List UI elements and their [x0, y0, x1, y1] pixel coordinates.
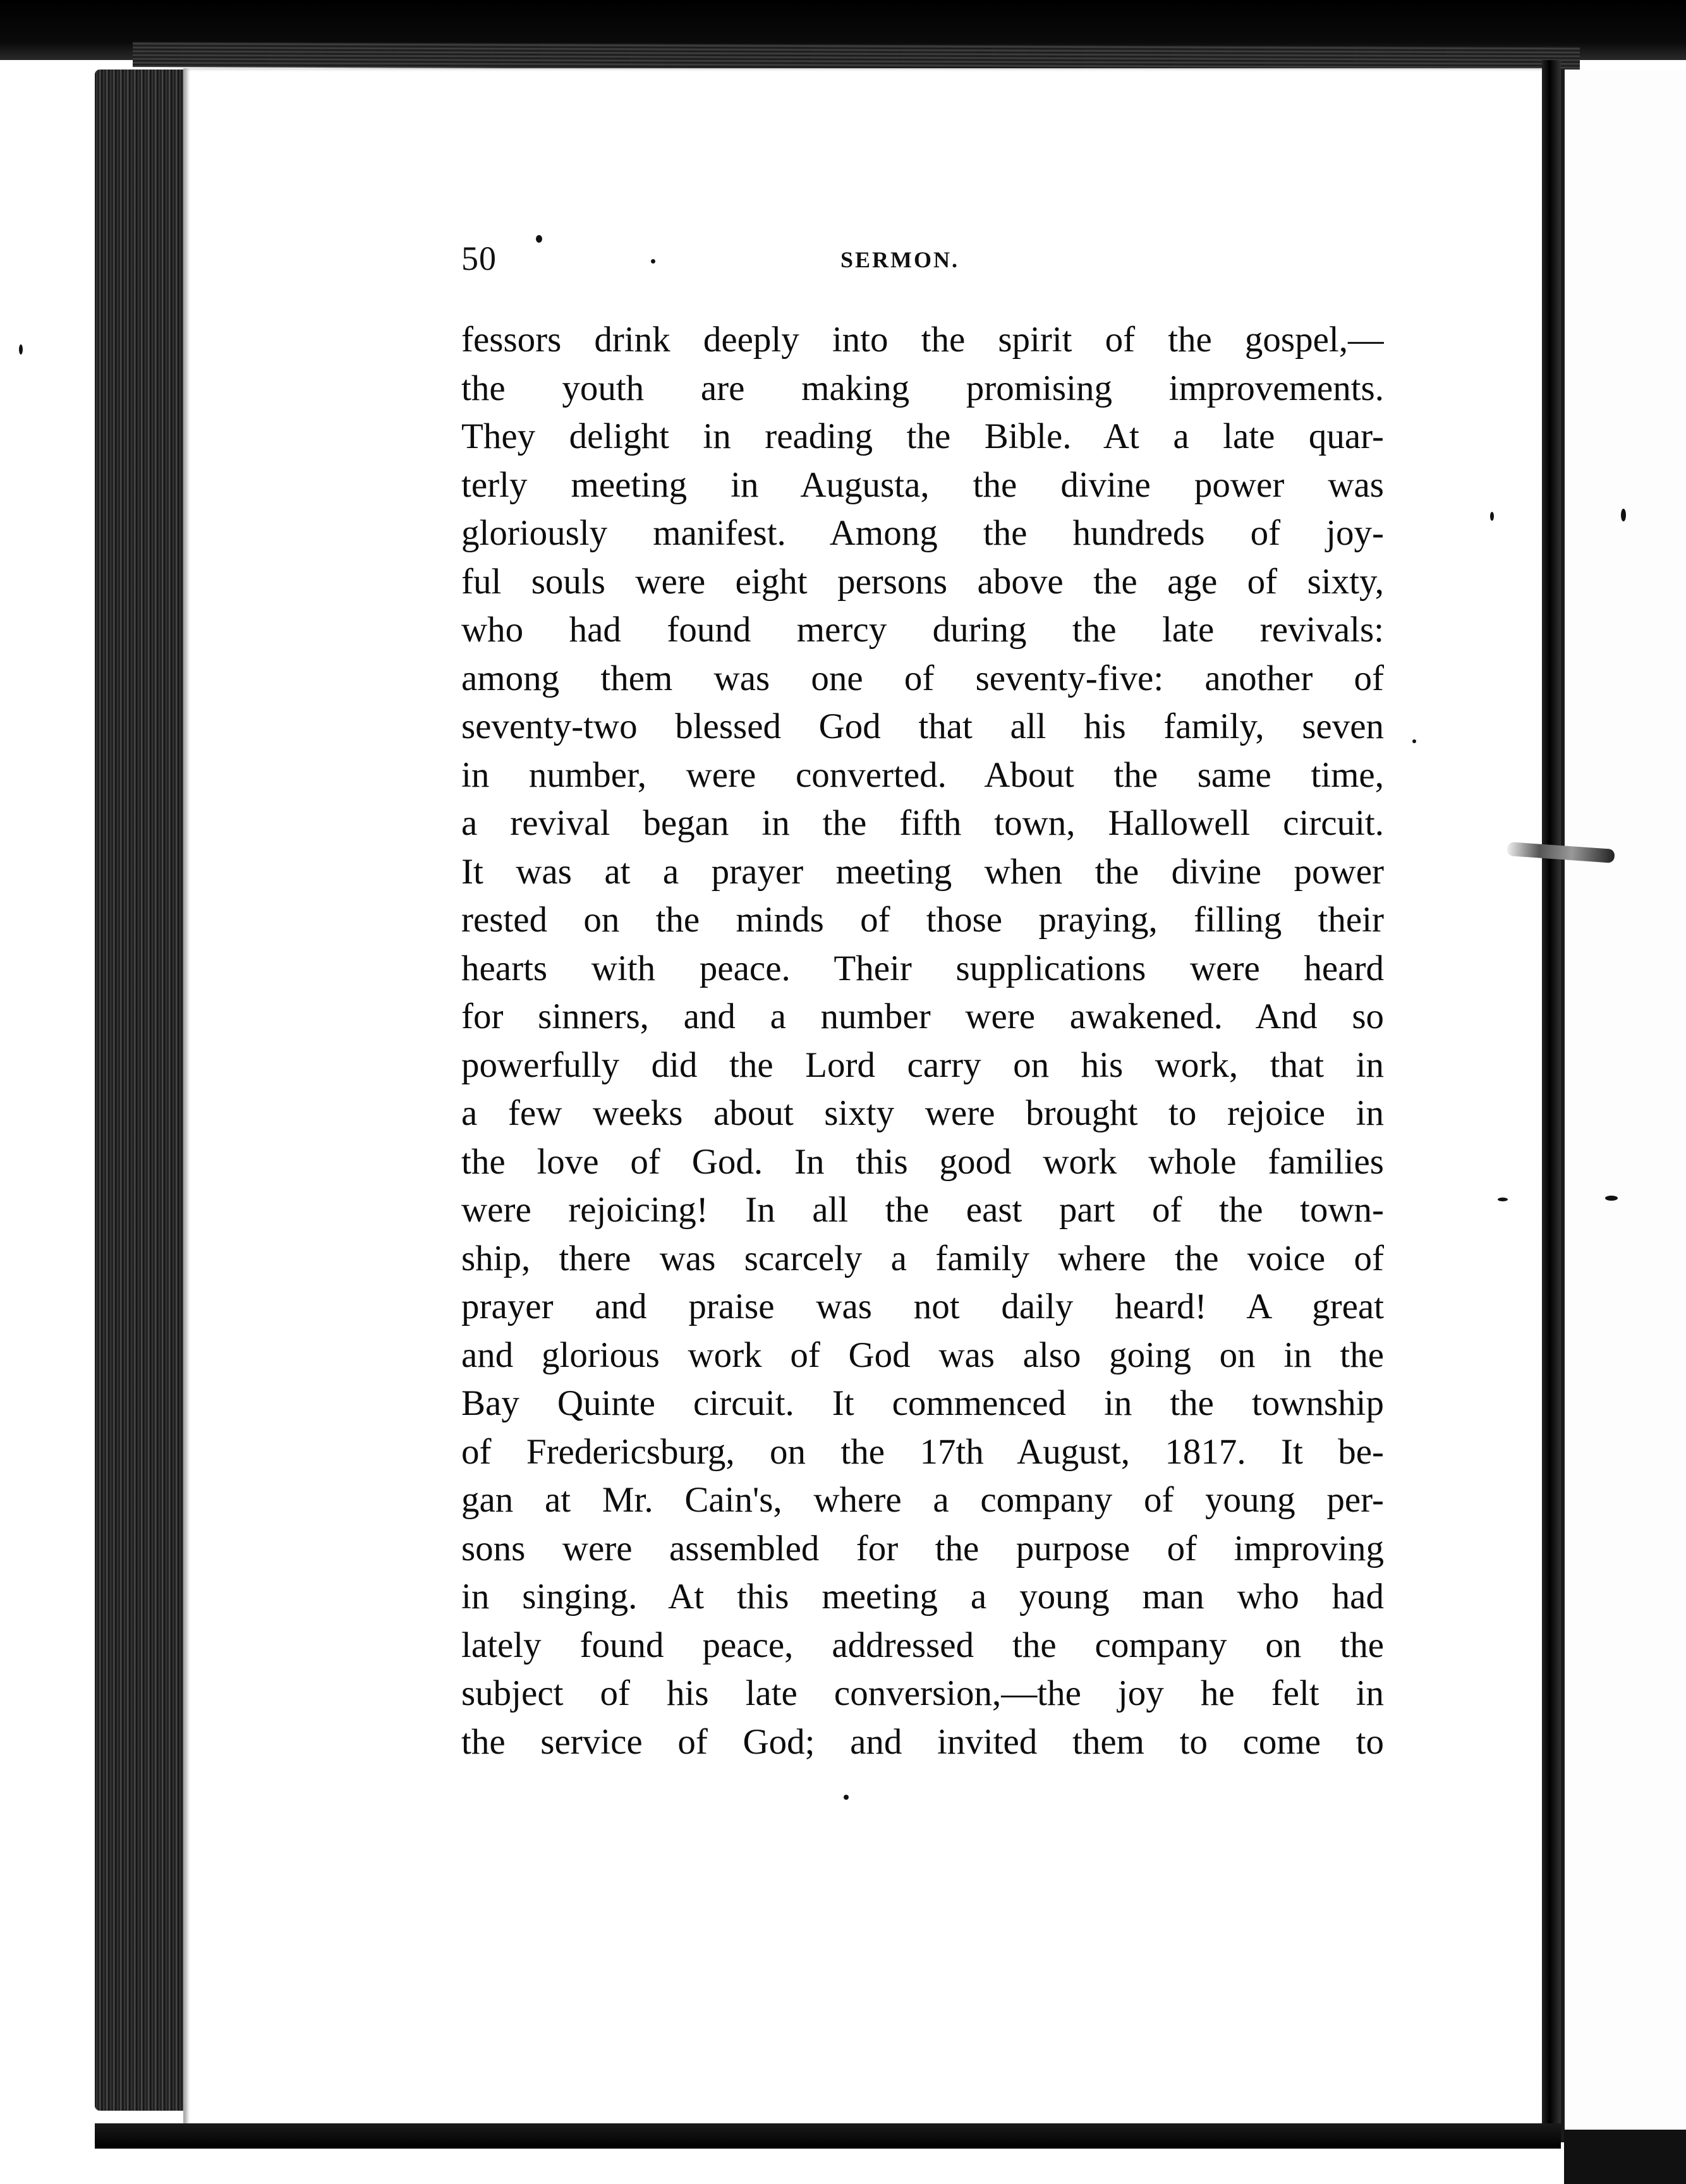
text-line: a few weeks about sixty were brought to rejoice in — [461, 1093, 1384, 1133]
text-line: ful souls were eight persons above the age of sixty, — [461, 561, 1384, 602]
facing-page-bottom — [1564, 2130, 1686, 2184]
book-gutter — [1542, 60, 1561, 2145]
text-line: rested on the minds of those praying, filling their — [461, 900, 1384, 940]
scan-speck — [1605, 1196, 1618, 1201]
text-line: sons were assembled for the purpose of improving — [461, 1528, 1384, 1568]
scan-speck — [844, 1795, 849, 1800]
text-line: the youth are making promising improvements. — [461, 368, 1384, 408]
text-line: in singing. At this meeting a young man who had — [461, 1577, 1384, 1617]
page-number: 50 — [461, 240, 497, 277]
text-line: They delight in reading the Bible. At a late quar- — [461, 416, 1384, 456]
scan-margin-left — [0, 60, 95, 2184]
text-line: hearts with peace. Their supplications were heard — [461, 948, 1384, 988]
text-line: ship, there was scarcely a family where the voice of — [461, 1238, 1384, 1278]
text-line: It was at a prayer meeting when the divine power — [461, 851, 1384, 892]
scan-margin-bottom — [0, 2149, 1564, 2184]
text-line: in number, were converted. About the same time, — [461, 755, 1384, 795]
text-line: terly meeting in Augusta, the divine power was — [461, 464, 1384, 505]
scan-speck — [19, 344, 23, 355]
scan-speck — [1490, 512, 1494, 521]
book-top-edge — [133, 42, 1580, 72]
scan-speck — [1621, 509, 1626, 521]
text-line: the service of God; and invited them to come to — [461, 1721, 1384, 1762]
text-line: who had found mercy during the late revivals: — [461, 610, 1384, 650]
text-line: a revival began in the fifth town, Hallowell circuit. — [461, 803, 1384, 843]
text-line: gan at Mr. Cain's, where a company of young per- — [461, 1480, 1384, 1520]
page-header — [461, 239, 1384, 289]
text-line: gloriously manifest. Among the hundreds of joy- — [461, 513, 1384, 553]
text-line: for sinners, and a number were awakened. And so — [461, 997, 1384, 1036]
text-line: fessors drink deeply into the spirit of the gospel,— — [461, 320, 1384, 360]
text-line: and glorious work of God was also going on in the — [461, 1335, 1384, 1375]
text-line: among them was one of seventy-five: another of — [461, 658, 1384, 698]
text-line: lately found peace, addressed the company on the — [461, 1625, 1384, 1665]
text-line: prayer and praise was not daily heard! A great — [461, 1287, 1384, 1326]
body-text — [461, 316, 1384, 1766]
scan-speck — [1498, 1198, 1508, 1201]
book-bottom-edge — [95, 2123, 1561, 2149]
text-line: seventy-two blessed God that all his family, seven — [461, 707, 1384, 746]
facing-page-edge — [1561, 70, 1686, 2142]
running-head: SERMON. — [840, 247, 960, 272]
text-line: of Fredericsburg, on the 17th August, 1817. It be- — [461, 1431, 1384, 1472]
scan-speck — [1412, 739, 1416, 743]
text-line: powerfully did the Lord carry on his work, that in — [461, 1045, 1384, 1085]
text-line: the love of God. In this good work whole families — [461, 1141, 1384, 1182]
text-line: subject of his late conversion,—the joy he felt in — [461, 1673, 1384, 1713]
book-fore-edge — [95, 70, 190, 2111]
text-line: were rejoicing! In all the east part of the town- — [461, 1190, 1384, 1230]
text-line: Bay Quinte circuit. It commenced in the township — [461, 1383, 1384, 1423]
